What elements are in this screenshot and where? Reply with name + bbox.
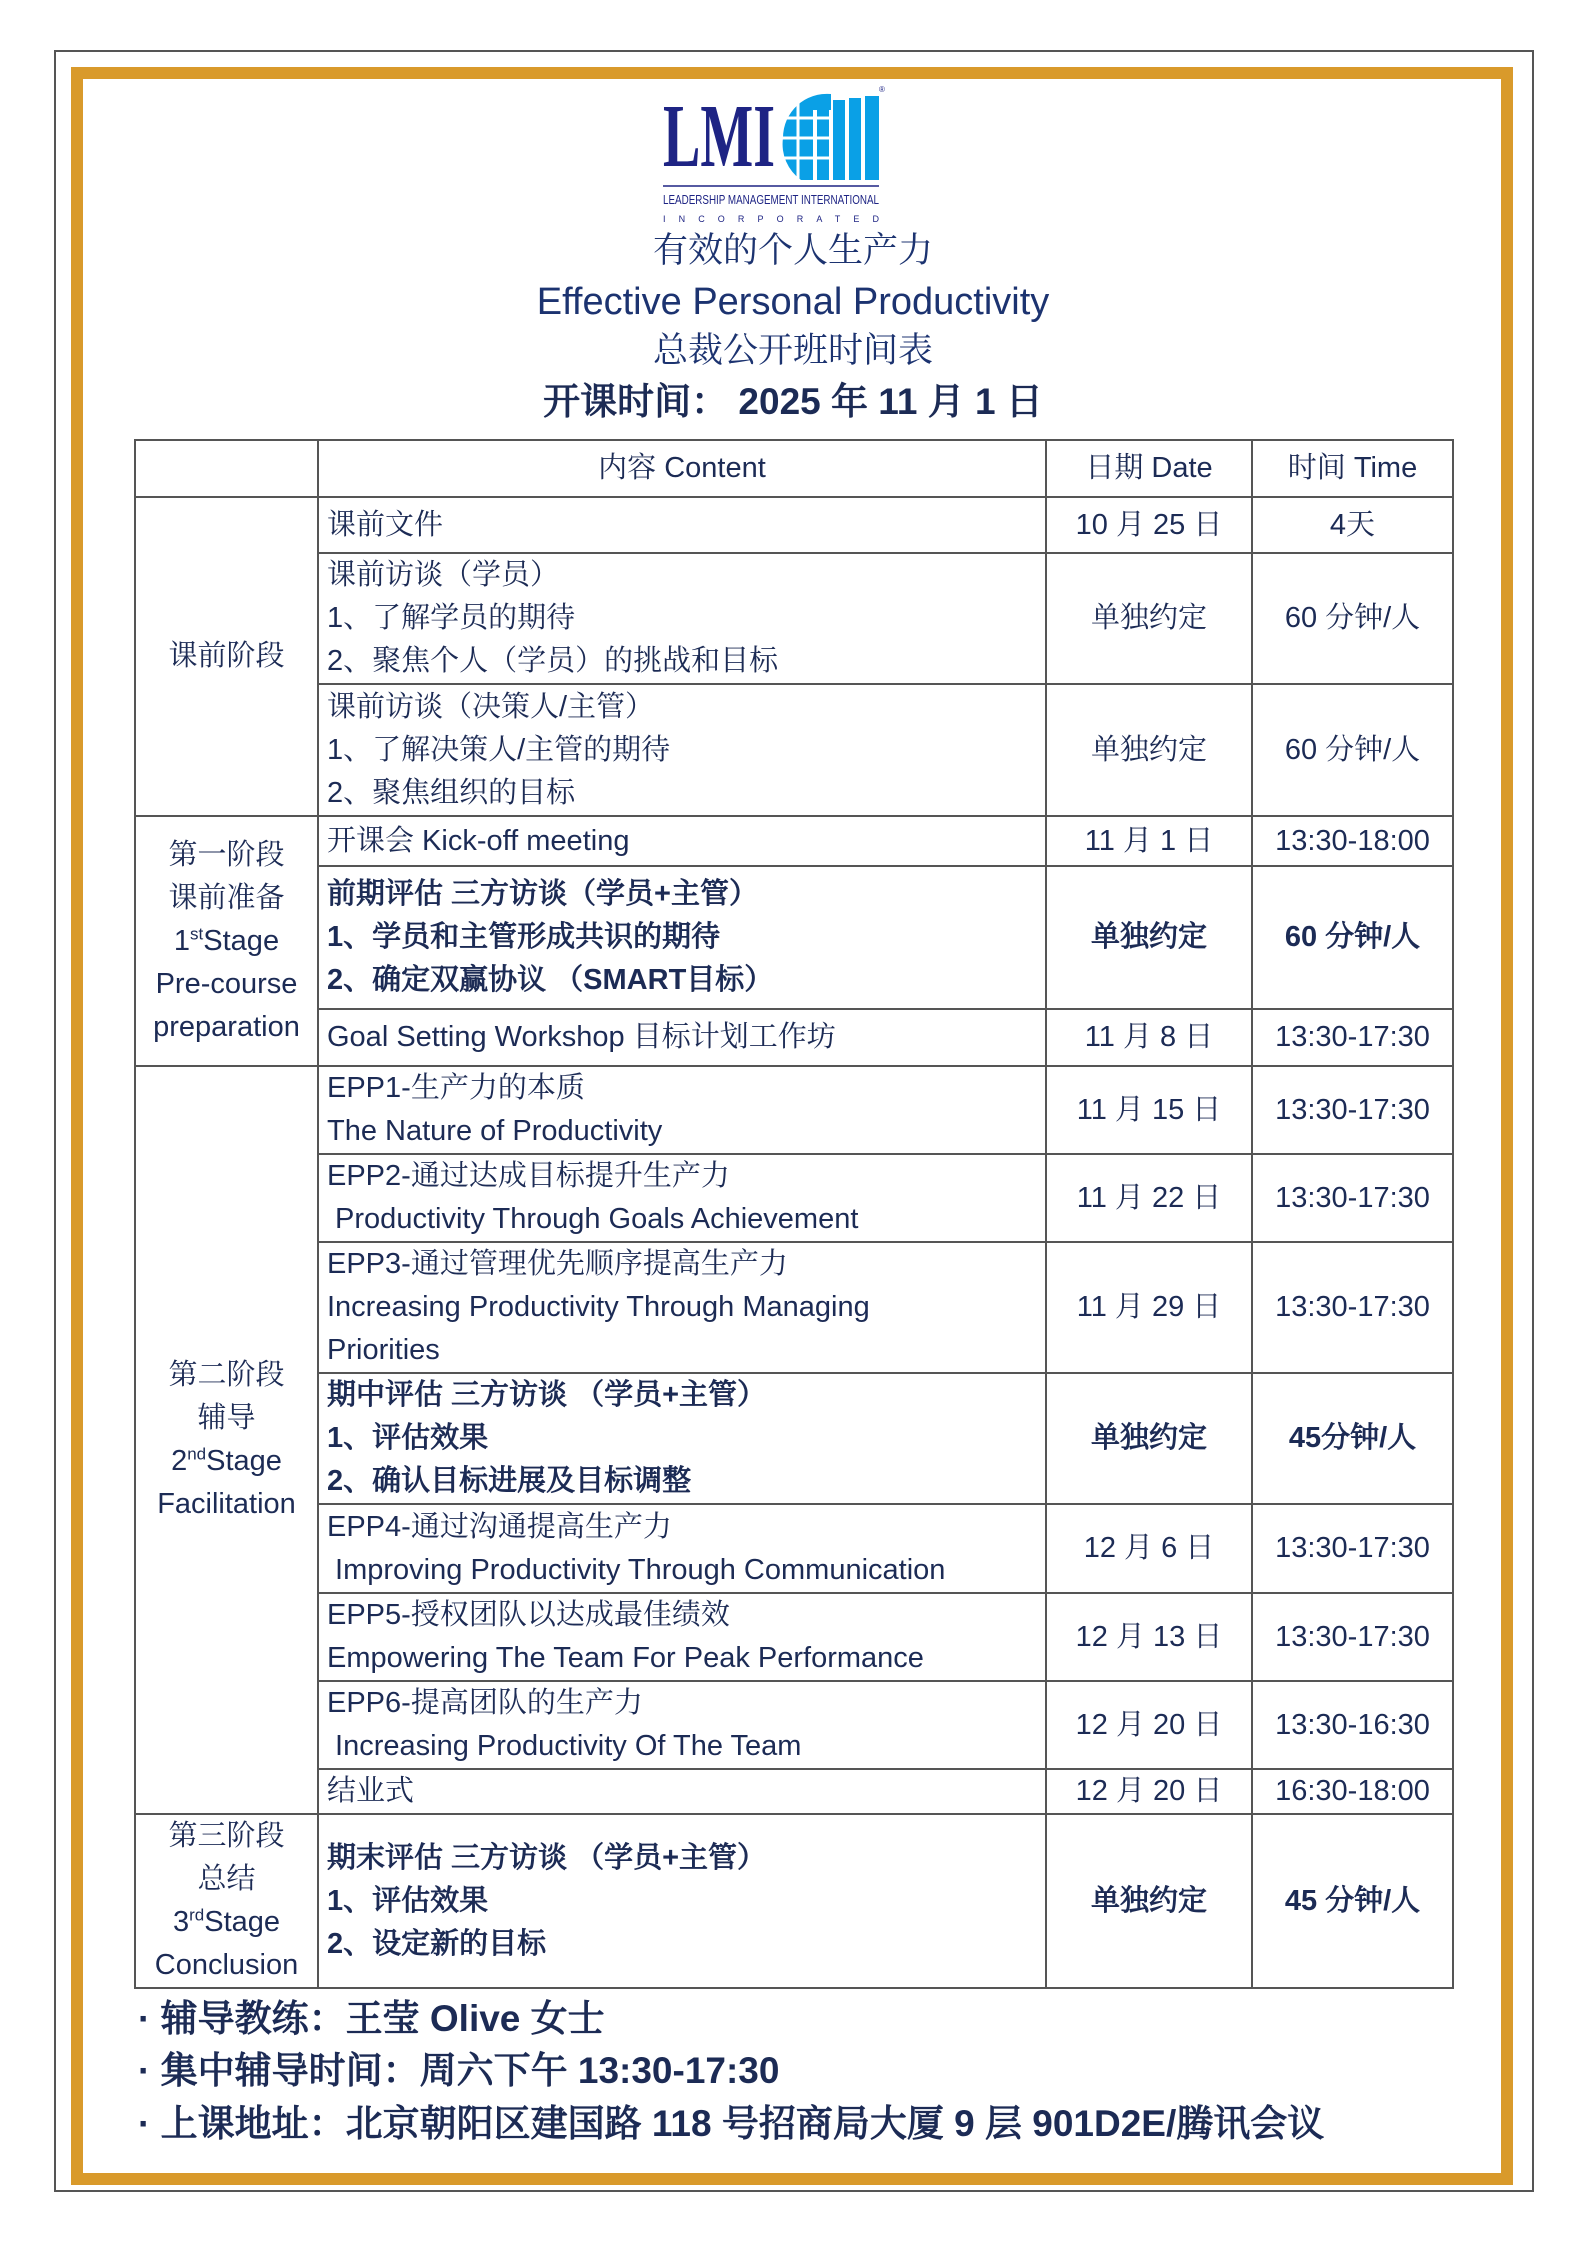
header-date: 日期 Date bbox=[1046, 440, 1252, 497]
table-header bbox=[135, 440, 1453, 497]
content-line: EPP1-生产力的本质 bbox=[327, 1072, 585, 1104]
content-cell bbox=[318, 1373, 1046, 1504]
content-cell bbox=[318, 1504, 1046, 1593]
time-cell: 13:30-17:30 bbox=[1252, 1009, 1453, 1066]
logo-line2: INCORPORATED bbox=[663, 214, 879, 224]
content-line: Goal Setting Workshop 目标计划工作坊 bbox=[327, 1021, 836, 1053]
content-line: 期末评估 三方访谈 （学员+主管） bbox=[327, 1841, 767, 1874]
stage-line: 课前准备 bbox=[168, 881, 285, 914]
content-line: 1、评估效果 bbox=[327, 1884, 489, 1917]
content-cell bbox=[318, 866, 1046, 1009]
footer-hours: · 集中辅导时间：周六下午 13:30-17:30 bbox=[138, 2050, 780, 2091]
table-row bbox=[135, 816, 1453, 866]
content-line: 2、聚焦个人（学员）的挑战和目标 bbox=[327, 645, 779, 677]
stage-line: 辅导 bbox=[197, 1402, 256, 1434]
time-cell: 60 分钟/人 bbox=[1252, 553, 1453, 684]
stage-line: 课前阶段 bbox=[168, 640, 285, 672]
time-cell: 60 分钟/人 bbox=[1252, 866, 1453, 1009]
table-row bbox=[135, 684, 1453, 816]
stage-line: 3rdStage bbox=[172, 1905, 281, 1938]
date-cell: 单独约定 bbox=[1046, 1373, 1252, 1504]
header-time: 时间 Time bbox=[1252, 440, 1453, 497]
content-line: 2、设定新的目标 bbox=[327, 1927, 547, 1960]
content-line: Productivity Through Goals Achievement bbox=[327, 1203, 859, 1235]
title-cn: 有效的个人生产力 bbox=[652, 231, 933, 270]
title-en: Effective Personal Productivity bbox=[536, 281, 1050, 323]
content-cell bbox=[318, 684, 1046, 816]
stage-line: 第一阶段 bbox=[168, 838, 285, 871]
content-line: 1、学员和主管形成共识的期待 bbox=[327, 921, 721, 953]
content-cell bbox=[318, 1593, 1046, 1681]
content-line: EPP2-通过达成目标提升生产力 bbox=[327, 1160, 730, 1192]
footer-coach: · 辅导教练：王莹 Olive 女士 bbox=[138, 1998, 605, 2039]
content-line: Empowering The Team For Peak Performance bbox=[327, 1642, 924, 1674]
date-cell: 12 月 20 日 bbox=[1046, 1681, 1252, 1769]
date-cell: 单独约定 bbox=[1046, 553, 1252, 684]
registered-mark: ® bbox=[879, 85, 885, 94]
time-cell: 13:30-17:30 bbox=[1252, 1154, 1453, 1242]
content-cell bbox=[318, 1814, 1046, 1988]
table-row bbox=[135, 866, 1453, 1009]
content-line: 1、评估效果 bbox=[327, 1422, 489, 1454]
time-cell: 13:30-17:30 bbox=[1252, 1242, 1453, 1373]
time-cell: 13:30-16:30 bbox=[1252, 1681, 1453, 1769]
content-line: EPP5-授权团队以达成最佳绩效 bbox=[327, 1599, 730, 1631]
content-cell bbox=[318, 1154, 1046, 1242]
date-cell: 12 月 20 日 bbox=[1046, 1769, 1252, 1814]
header-stage bbox=[135, 440, 318, 497]
time-cell: 13:30-17:30 bbox=[1252, 1504, 1453, 1593]
content-line: 2、聚焦组织的目标 bbox=[327, 776, 576, 809]
stage-line: Facilitation bbox=[157, 1488, 296, 1520]
date-cell: 11 月 15 日 bbox=[1046, 1066, 1252, 1154]
stage-line: Pre-course bbox=[155, 967, 298, 1000]
content-line: 课前访谈（学员） bbox=[327, 559, 560, 591]
stage-line: 第三阶段 bbox=[168, 1820, 285, 1852]
date-cell: 11 月 29 日 bbox=[1046, 1242, 1252, 1373]
ordinal-suffix: rd bbox=[189, 1905, 205, 1925]
content-line: EPP3-通过管理优先顺序提高生产力 bbox=[327, 1248, 788, 1280]
time-cell: 45 分钟/人 bbox=[1252, 1814, 1453, 1988]
content-line: 前期评估 三方访谈（学员+主管） bbox=[327, 878, 758, 910]
lmi-logo bbox=[663, 85, 889, 226]
time-cell: 13:30-17:30 bbox=[1252, 1066, 1453, 1154]
footer-address: · 上课地址：北京朝阳区建国路 118 号招商局大厦 9 层 901D2E/腾讯会议 bbox=[138, 2103, 1325, 2144]
content-line: The Nature of Productivity bbox=[327, 1115, 663, 1147]
table-row bbox=[135, 1242, 1453, 1373]
content-line: Priorities bbox=[327, 1334, 440, 1366]
stage-cell bbox=[135, 816, 318, 1066]
content-cell bbox=[318, 1009, 1046, 1066]
content-line: Increasing Productivity Of The Team bbox=[327, 1730, 802, 1762]
table-row bbox=[135, 1681, 1453, 1769]
stage-line: Conclusion bbox=[154, 1949, 299, 1981]
content-line: 结业式 bbox=[327, 1775, 415, 1807]
content-cell bbox=[318, 1681, 1046, 1769]
table-row bbox=[135, 1066, 1453, 1154]
date-cell: 10 月 25 日 bbox=[1046, 497, 1252, 553]
date-cell: 11 月 1 日 bbox=[1046, 816, 1252, 866]
content-cell bbox=[318, 1066, 1046, 1154]
content-line: Increasing Productivity Through Managing bbox=[327, 1291, 870, 1323]
ordinal-suffix: st bbox=[190, 923, 204, 943]
ordinal-suffix: nd bbox=[187, 1444, 207, 1464]
stage-line: 2ndStage bbox=[171, 1444, 282, 1477]
time-cell: 60 分钟/人 bbox=[1252, 684, 1453, 816]
date-cell: 12 月 6 日 bbox=[1046, 1504, 1252, 1593]
date-cell: 单独约定 bbox=[1046, 866, 1252, 1009]
stage-line: 第二阶段 bbox=[168, 1359, 285, 1391]
table-row bbox=[135, 497, 1453, 553]
content-line: 1、了解学员的期待 bbox=[327, 602, 576, 634]
content-line: EPP6-提高团队的生产力 bbox=[327, 1687, 643, 1719]
stage-line: 1stStage bbox=[173, 923, 280, 957]
stage-cell bbox=[135, 1066, 318, 1814]
date-cell: 12 月 13 日 bbox=[1046, 1593, 1252, 1681]
content-line: 2、确认目标进展及目标调整 bbox=[327, 1465, 692, 1497]
content-cell bbox=[318, 497, 1046, 553]
date-cell: 单独约定 bbox=[1046, 1814, 1252, 1988]
subtitle: 总裁公开班时间表 bbox=[652, 331, 933, 370]
time-cell: 16:30-18:00 bbox=[1252, 1769, 1453, 1814]
content-line: EPP4-通过沟通提高生产力 bbox=[327, 1510, 672, 1543]
content-line: 1、了解决策人/主管的期待 bbox=[327, 733, 671, 766]
content-line: 开课会 Kick-off meeting bbox=[327, 824, 630, 857]
content-line: Improving Productivity Through Communication bbox=[327, 1553, 946, 1586]
table-row bbox=[135, 1504, 1453, 1593]
content-cell bbox=[318, 553, 1046, 684]
time-cell: 13:30-18:00 bbox=[1252, 816, 1453, 866]
schedule-table bbox=[134, 439, 1454, 1989]
date-cell: 11 月 8 日 bbox=[1046, 1009, 1252, 1066]
stage-cell bbox=[135, 1814, 318, 1988]
table-row bbox=[135, 1373, 1453, 1504]
time-cell: 4天 bbox=[1252, 497, 1453, 553]
time-cell: 13:30-17:30 bbox=[1252, 1593, 1453, 1681]
content-line: 课前访谈（决策人/主管） bbox=[327, 690, 655, 723]
table-row bbox=[135, 1769, 1453, 1814]
table-row bbox=[135, 553, 1453, 684]
content-line: 2、确定双赢协议 （SMART目标） bbox=[327, 964, 774, 996]
stage-line: 总结 bbox=[197, 1863, 256, 1895]
content-line: 课前文件 bbox=[327, 508, 444, 541]
time-cell: 45分钟/人 bbox=[1252, 1373, 1453, 1504]
content-cell bbox=[318, 1769, 1046, 1814]
content-cell bbox=[318, 816, 1046, 866]
content-line: 期中评估 三方访谈 （学员+主管） bbox=[327, 1379, 767, 1411]
start-date: 开课时间： 2025 年 11 月 1 日 bbox=[543, 381, 1043, 422]
header-content: 内容 Content bbox=[318, 440, 1046, 497]
table-row bbox=[135, 1009, 1453, 1066]
table-row bbox=[135, 1814, 1453, 1988]
date-cell: 11 月 22 日 bbox=[1046, 1154, 1252, 1242]
logo-wordmark: LMI bbox=[663, 87, 775, 186]
table-row bbox=[135, 1593, 1453, 1681]
date-cell: 单独约定 bbox=[1046, 684, 1252, 816]
table-row bbox=[135, 1154, 1453, 1242]
content-cell bbox=[318, 1242, 1046, 1373]
logo-line1: LEADERSHIP MANAGEMENT INTERNATIONAL bbox=[663, 192, 879, 207]
stage-cell bbox=[135, 497, 318, 816]
stage-line: preparation bbox=[153, 1010, 300, 1043]
